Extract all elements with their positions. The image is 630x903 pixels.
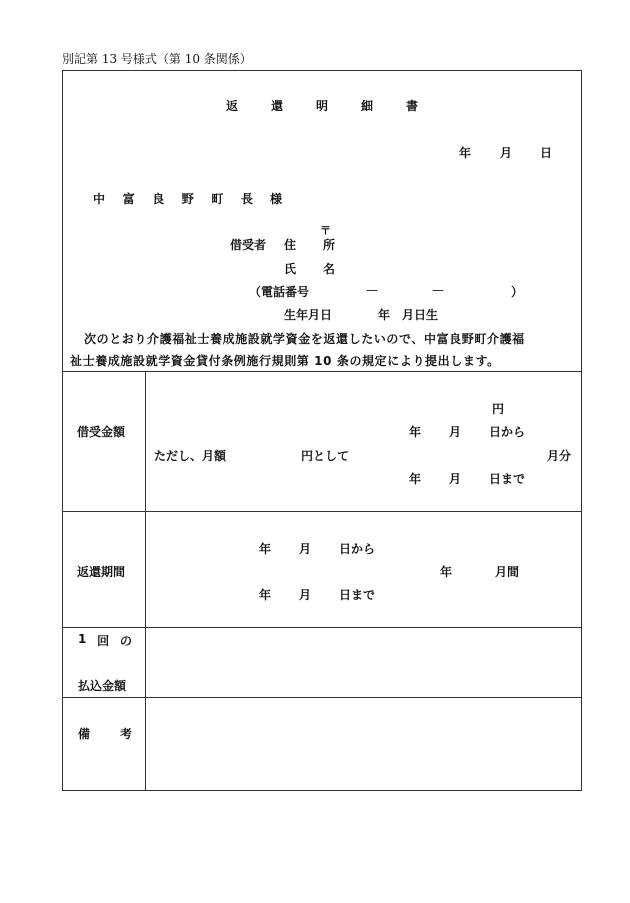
loan-to-year: 年 <box>409 472 422 486</box>
phone-dash-2: — <box>432 283 444 297</box>
date-year: 年 <box>459 146 472 160</box>
phone-close: ） <box>511 285 524 299</box>
period-to-month: 月 <box>299 588 312 602</box>
installment-char: 1 <box>78 632 87 646</box>
dob-value: 年 月日生 <box>378 308 439 322</box>
period-to-day: 日まで <box>339 588 376 602</box>
form-number: 別記第 13 号様式（第 10 条関係） <box>62 52 252 66</box>
loan-proviso: ただし、月額 <box>154 449 227 463</box>
period-from-month: 月 <box>299 542 312 556</box>
loan-yen: 円 <box>492 402 505 416</box>
recipient-char: 良 <box>152 192 165 206</box>
address-label-1: 住 <box>284 238 297 252</box>
recipient-char: 野 <box>181 192 194 206</box>
installment-char: の <box>119 634 132 648</box>
title-char: 返 <box>226 99 239 113</box>
document-title <box>226 97 418 114</box>
statement-line-1: 次のとおり介護福祉士養成施設就学資金を返還したいので、中富良野町介護福 <box>84 332 525 346</box>
row-divider-3 <box>62 697 582 698</box>
label-column-divider <box>145 371 146 791</box>
row-divider-1 <box>62 511 582 512</box>
installment-label-line-2: 払込金額 <box>78 679 127 693</box>
postal-mark: 〒 <box>320 224 331 237</box>
title-char: 明 <box>315 99 328 113</box>
statement-line-2: 祉士養成施設就学資金貸付条例施行規則第 10 条の規定により提出します。 <box>70 354 500 368</box>
address-label-2: 所 <box>323 238 336 252</box>
loan-from-month: 月 <box>449 425 462 439</box>
phone-dash-1: — <box>366 283 378 297</box>
installment-label-line-1 <box>78 632 132 649</box>
recipient-char: 中 <box>93 192 106 206</box>
loan-from-day: 日から <box>489 425 526 439</box>
period-to-year: 年 <box>259 588 272 602</box>
remarks-char: 備 <box>78 727 91 741</box>
row-divider-2 <box>62 627 582 628</box>
period-from-day: 日から <box>339 542 376 556</box>
recipient-char: 長 <box>240 192 253 206</box>
loan-to-day: 日まで <box>489 472 526 486</box>
recipient-char: 富 <box>122 192 135 206</box>
period-duration-months: 月間 <box>495 565 520 579</box>
name-label-1: 氏 <box>284 262 297 276</box>
title-char: 書 <box>405 99 418 113</box>
period-from-year: 年 <box>259 542 272 556</box>
remarks-label <box>78 725 132 742</box>
title-char: 還 <box>270 99 283 113</box>
dob-label: 生年月日 <box>284 308 333 322</box>
name-label-2: 名 <box>323 262 336 276</box>
remarks-char: 考 <box>119 727 132 741</box>
table-top-divider <box>62 371 582 372</box>
installment-char: 回 <box>97 634 110 648</box>
loan-from-year: 年 <box>409 425 422 439</box>
loan-to-month: 月 <box>449 472 462 486</box>
recipient-char: 町 <box>211 192 224 206</box>
date-month: 月 <box>500 146 513 160</box>
recipient <box>93 190 253 207</box>
loan-as-yen: 円として <box>301 449 350 463</box>
recipient-honorific: 様 <box>270 192 283 206</box>
loan-months: 月分 <box>547 449 572 463</box>
title-char: 細 <box>360 99 373 113</box>
repayment-period-label: 返還期間 <box>77 565 126 579</box>
period-duration-years: 年 <box>440 565 453 579</box>
phone-label: （電話番号 <box>249 285 310 299</box>
loan-amount-label: 借受金額 <box>77 425 126 439</box>
applicant-label: 借受者 <box>230 238 267 252</box>
date-day: 日 <box>540 146 553 160</box>
